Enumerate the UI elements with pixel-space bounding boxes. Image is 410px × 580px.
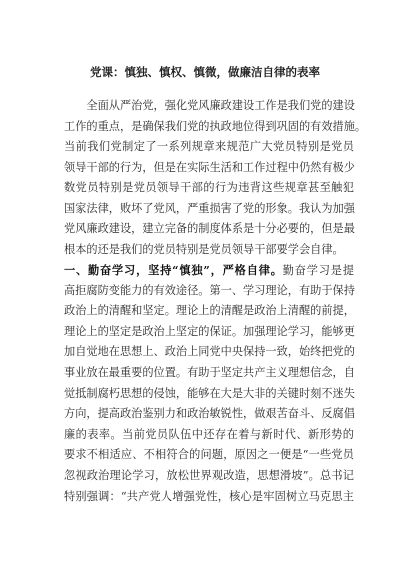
text-line: 忽视政治理论学习，放松世界观改造，思想滑坡”。总书记 xyxy=(64,468,354,482)
text-line: 政治上的清醒和坚定。理论上的清醒是政治上清醒的前提， xyxy=(64,304,355,318)
text-line: 廉的表率。当前党员队伍中还存在着与新时代、新形势的 xyxy=(64,427,354,441)
text-line: 党风廉政建设，建立完备的制度体系是十分必要的，但是最 xyxy=(64,222,355,236)
text-line: 工作的重点，是确保我们党的执政地位得到巩固的有效措施。 xyxy=(64,119,367,133)
paragraph-background xyxy=(64,137,354,261)
text-line: 觉抵制腐朽思想的侵蚀，能够在大是大非的关键时刻不迷失 xyxy=(64,386,355,400)
text-line: 事业放在最重要的位置。有助于坚定共产主义理想信念，自 xyxy=(64,365,355,379)
text-line: 方向，提高政治鉴别力和政治敏锐性，做艰苦奋斗、反腐倡 xyxy=(64,407,355,421)
text-line: 国家法律，败坏了党风，严重损害了党的形象。我认为加强 xyxy=(64,201,355,215)
paragraph-intro xyxy=(64,96,367,137)
text-line: 数党员特别是党员领导干部的行为违背这些规章甚至触犯 xyxy=(64,181,354,195)
section-heading-line xyxy=(64,260,354,281)
text-line: 加自觉地在思想上、政治上同党中央保持一致，始终把党的 xyxy=(64,345,355,359)
section-heading: 一、勤奋学习，坚持“慎独”，严格自律。 xyxy=(64,263,283,277)
document-title: 党课：慎独、慎权、慎微，做廉洁自律的表率 xyxy=(90,65,320,79)
text-line: 领导干部的行为，但是在实际生活和工作过程中仍然有极少 xyxy=(64,160,355,174)
text-line: 根本的还是我们的党员特别是党员领导干部要学会自律。 xyxy=(64,242,344,256)
paragraph-section-one xyxy=(64,260,354,507)
text-line: 全面从严治党，强化党风廉政建设工作是我们党的建设 xyxy=(64,99,355,112)
section-heading-tail: 勤奋学习是提 xyxy=(282,264,354,277)
text-line: 理论上的坚定是政治上坚定的保证。加强理论学习，能够更 xyxy=(64,324,355,338)
text-line: 当前我们党制定了一系列规章来规范广大党员特别是党员 xyxy=(64,140,354,153)
text-line: 要求不相适应、不相符合的问题，原因之一便是“一些党员 xyxy=(64,448,354,462)
text-line: 高拒腐防变能力的有效途径。第一、学习理论，有助于保持 xyxy=(64,283,355,297)
text-line: 特别强调：“共产党人增强党性，核心是牢固树立马克思主 xyxy=(64,489,354,503)
